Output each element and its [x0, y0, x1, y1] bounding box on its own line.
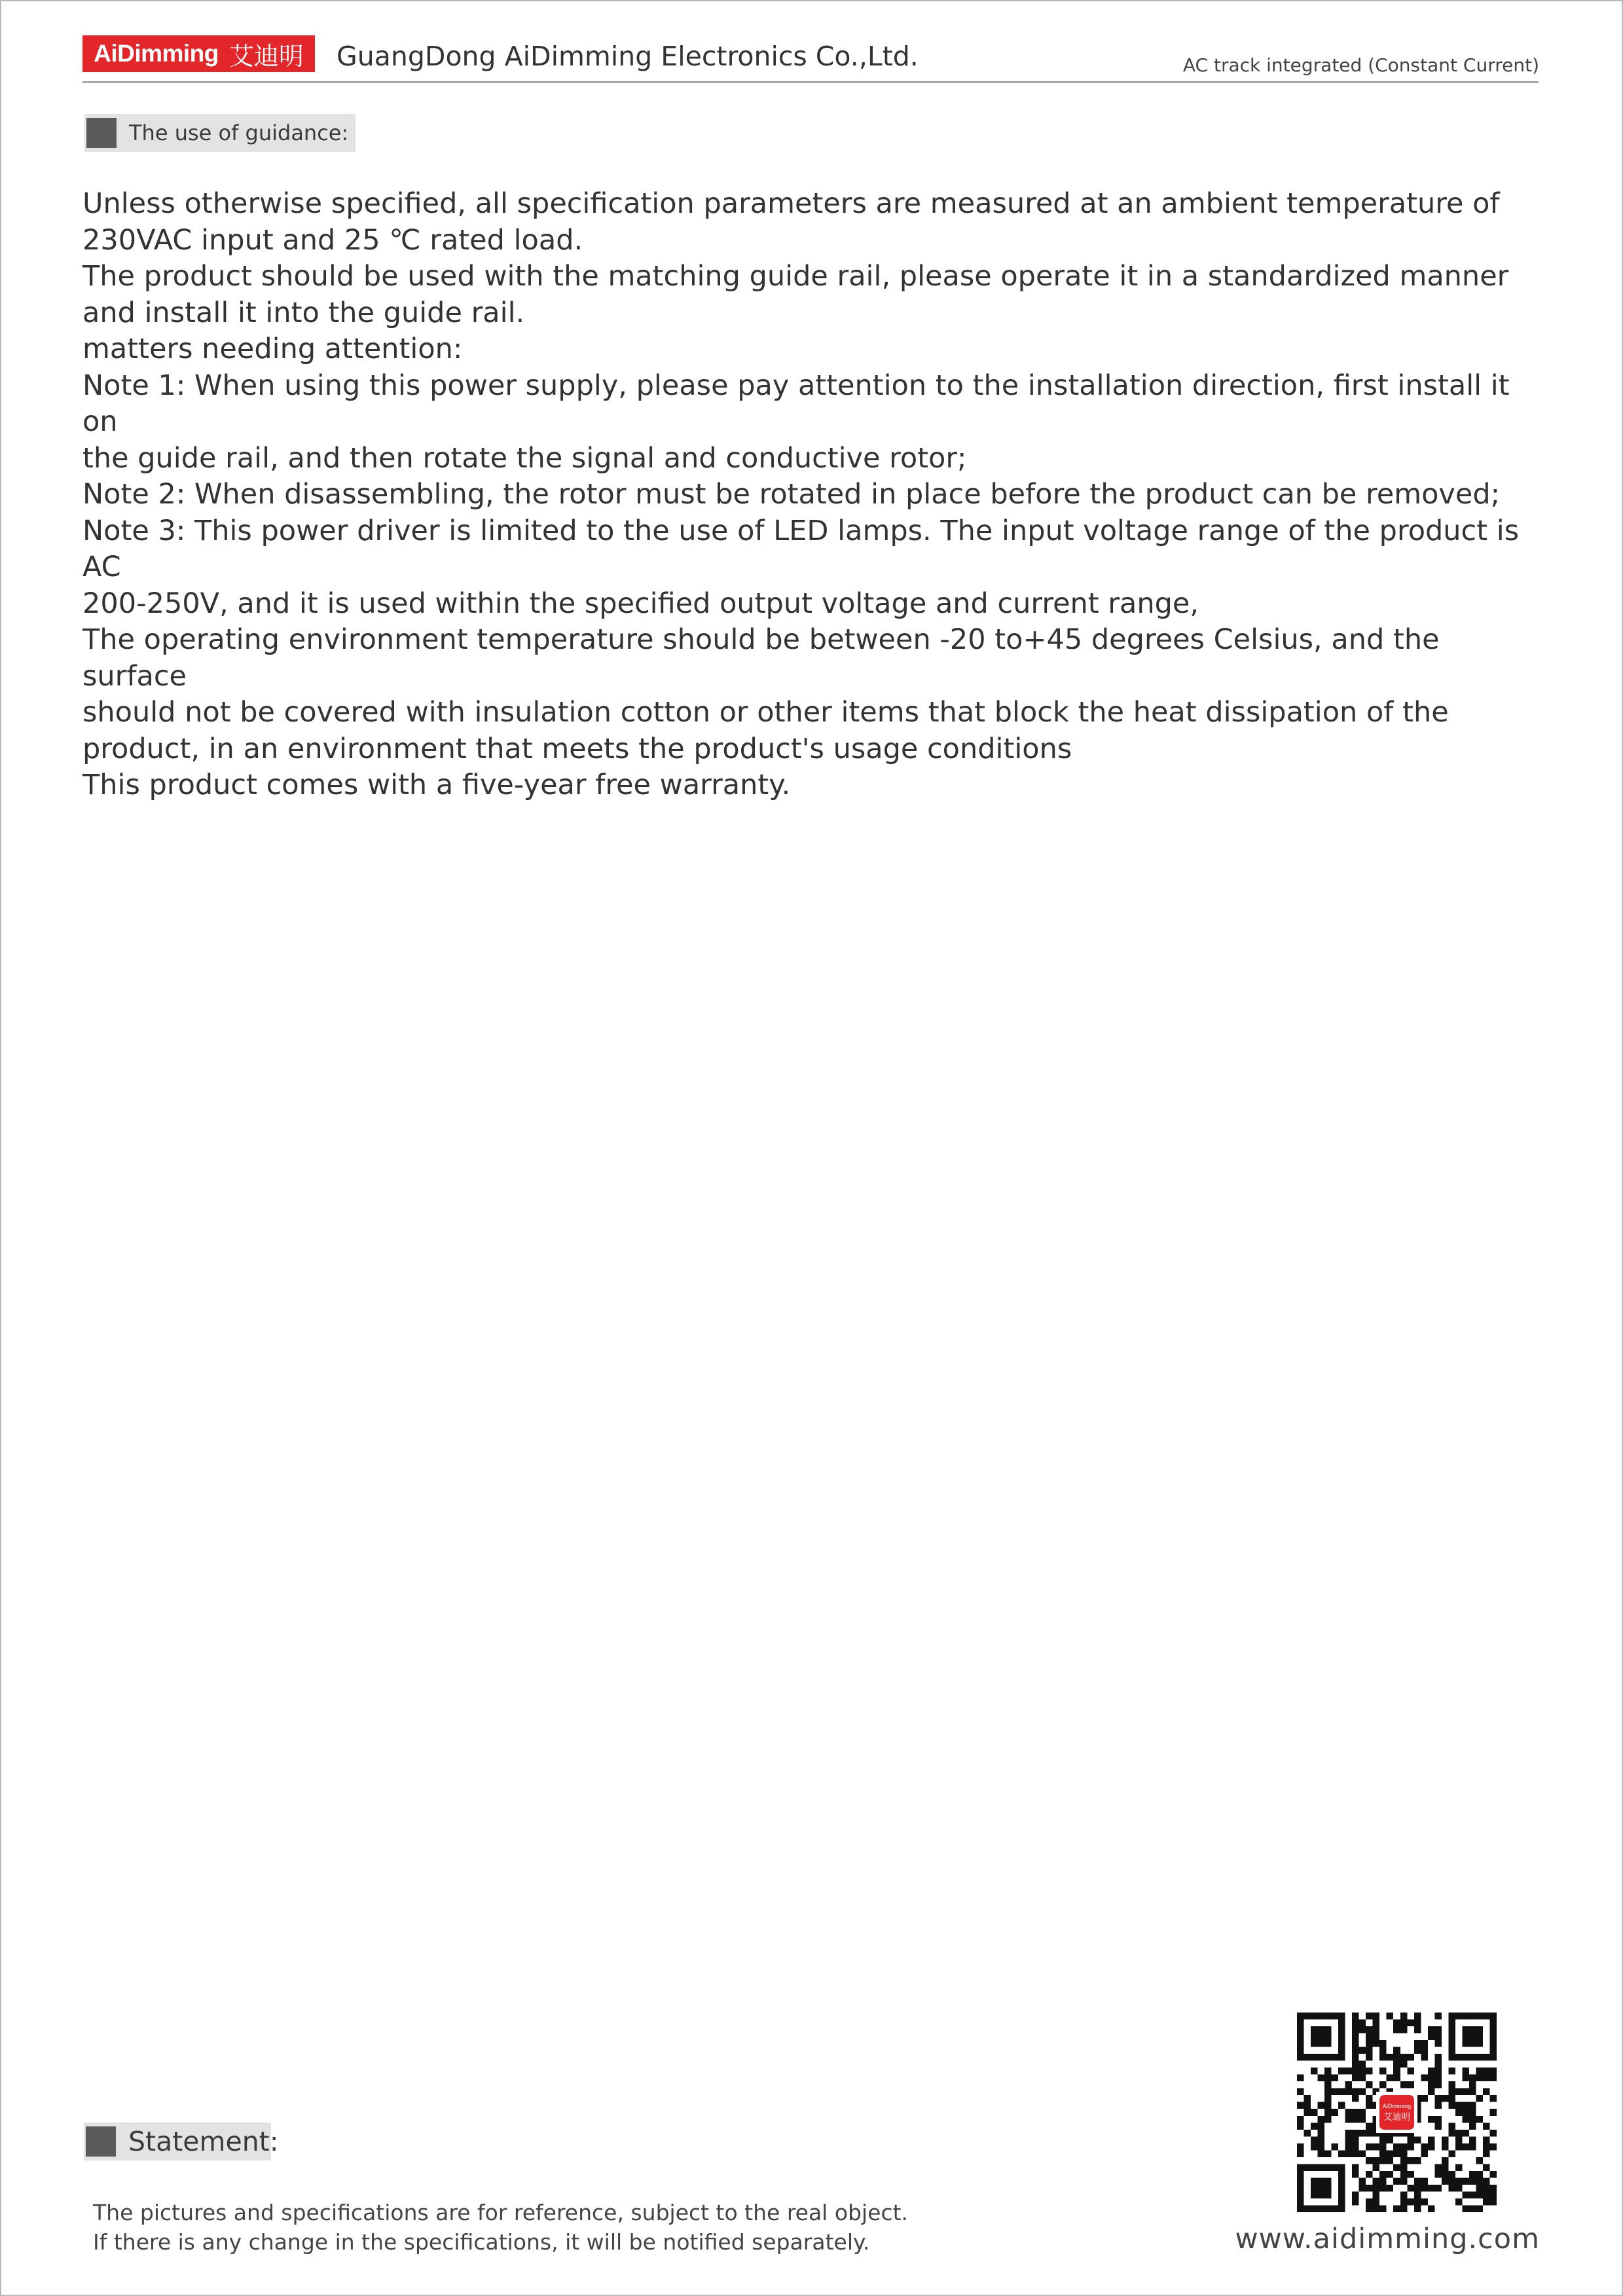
statement-line: If there is any change in the specifications, it will be notified separately. [93, 2229, 870, 2255]
guidance-line: the guide rail, and then rotate the signal and conductive rotor; [82, 441, 967, 475]
guidance-line: matters needing attention: [82, 333, 463, 365]
header-divider [82, 81, 1539, 83]
guidance-line: Note 3: This power driver is limited to the use of LED lamps. The input voltage range of the product is AC [82, 514, 1520, 583]
brand-logo-cjk: 艾迪明 [228, 41, 304, 71]
statement-line: The pictures and specifications are for reference, subject to the real object. [93, 2200, 909, 2225]
guidance-line: Unless otherwise specified, all specification parameters are measured at an ambient temperature of [82, 187, 1500, 220]
statement-notes [93, 2198, 908, 2257]
document-type: AC track integrated (Constant Current) [1182, 54, 1539, 76]
guidance-line: Note 2: When disassembling, the rotor must be rotated in place before the product can be removed; [82, 478, 1501, 511]
guidance-body [82, 186, 1549, 804]
company-name: GuangDong AiDimming Electronics Co.,Ltd. [337, 41, 919, 72]
section-marker-icon [86, 118, 117, 148]
guidance-line: should not be covered with insulation cotton or other items that block the heat dissipation of the [82, 696, 1449, 729]
qr-logo-text [1383, 2103, 1411, 2109]
statement-section-label [84, 2123, 279, 2160]
qr-logo-cjk: 艾迪明 [1383, 2112, 1410, 2123]
guidance-line: This product comes with a five-year free warranty. [82, 769, 791, 801]
guidance-line: 230VAC input and 25 ℃ rated load. [82, 223, 583, 257]
guidance-line: Note 1: When using this power supply, please pay attention to the installation direction, first install it on [82, 369, 1510, 438]
guidance-section-label [84, 114, 356, 152]
guidance-line: 200-250V, and it is used within the specified output voltage and current range, [82, 587, 1199, 620]
guidance-line: The product should be used with the matching guide rail, please operate it in a standardized manner [82, 260, 1509, 293]
brand-logo-latin: AiDimming [94, 40, 219, 67]
website-url: www.aidimming.com [1235, 2223, 1540, 2255]
qr-code-icon [1297, 2013, 1497, 2212]
guidance-line: and install it into the guide rail. [82, 296, 525, 329]
guidance-line: The operating environment temperature should be between -20 to+45 degrees Celsius, and the surface [82, 623, 1440, 693]
section-marker-icon [86, 2126, 116, 2157]
brand-logo [82, 35, 315, 72]
statement-label-text: Statement: [128, 2126, 279, 2157]
guidance-line: product, in an environment that meets the product's usage conditions [82, 732, 1072, 765]
guidance-label-text: The use of guidance: [129, 120, 349, 145]
